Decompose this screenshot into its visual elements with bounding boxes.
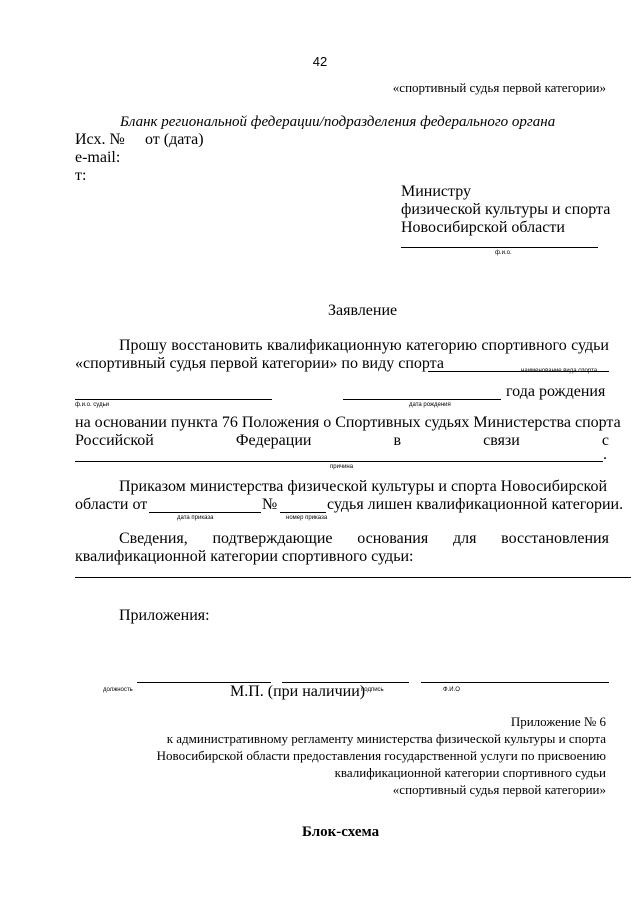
appendix-line-5: «спортивный судья первой категории»	[392, 782, 606, 797]
reason-end-dot: .	[603, 446, 607, 463]
addressee-fio-hint: ф.и.о.	[495, 250, 512, 256]
para1-word: категорию	[406, 337, 478, 354]
stamp-text: М.П. (при наличии)	[230, 683, 366, 700]
judge-fio-line	[75, 399, 272, 400]
outgoing-ref-label: Исх. №	[75, 131, 125, 148]
para1-line-2: «спортивный судья первой категории» по виду спорта	[75, 355, 444, 372]
appendix-line-1: Приложение № 6	[510, 714, 606, 729]
grounds-line	[75, 577, 631, 578]
para1-word: спортивного	[481, 337, 567, 354]
para4-line-2: квалификационной категории спортивного судьи:	[75, 548, 414, 565]
para4-word: для	[452, 530, 477, 547]
para4-word: Сведения,	[119, 530, 188, 547]
para1-word: квалификационную	[266, 337, 402, 354]
para2-word: в	[393, 432, 402, 449]
birth-date-hint: дата рождения	[409, 402, 451, 408]
para2-word: Российской	[75, 432, 154, 449]
reason-hint: причина	[330, 464, 354, 470]
position-hint: должность	[103, 687, 133, 693]
fio-hint: Ф.И.О	[443, 687, 460, 693]
order-number-line	[280, 512, 326, 513]
page-number: 42	[312, 54, 328, 69]
block-scheme-title: Блок-схема	[302, 824, 380, 840]
para1-word: восстановить	[171, 337, 263, 354]
para4-line-1	[119, 530, 609, 548]
phone-label: т:	[75, 167, 87, 184]
appendix-line-2: к административному регламенту министерства физической культуры и спорта	[166, 731, 606, 746]
para4-word: основания	[357, 530, 429, 547]
para2-line-2	[75, 432, 609, 450]
para1-word: судьи	[571, 337, 609, 354]
para4-word: подтверждающие	[212, 530, 333, 547]
para2-word: Федерации	[235, 432, 312, 449]
fio-line	[421, 682, 609, 683]
para4-word: восстановления	[501, 530, 609, 547]
appendix-line-4: квалификационной категории спортивного судьи	[334, 765, 606, 780]
addressee-line-3: Новосибирской области	[401, 219, 565, 236]
para3-line-2-start: области от	[75, 496, 148, 513]
para2-line-1: на основании пункта 76 Положения о Спортивных судьях Министерства спорта	[75, 414, 621, 431]
outgoing-date-label: от (дата)	[145, 131, 204, 148]
order-date-line	[149, 512, 261, 513]
order-date-hint: дата приказа	[177, 515, 214, 521]
reason-line	[75, 461, 603, 462]
appendix-line-3: Новосибирской области предоставления государственной услуги по присвоению	[156, 748, 606, 763]
addressee-line-2: физической культуры и спорта	[401, 201, 611, 218]
birth-date-line	[343, 399, 501, 400]
judge-fio-hint: ф.и.о. судьи	[75, 402, 110, 408]
sport-name-hint: наименование вида спорта	[521, 368, 598, 374]
para1-word: Прошу	[119, 337, 167, 354]
number-sign: №	[262, 496, 278, 513]
para3-line-1: Приказом министерства физической культуры и спорта Новосибирской	[119, 478, 608, 495]
para2-word: с	[601, 432, 609, 449]
order-number-hint: номер приказа	[286, 515, 328, 521]
blank-header: Бланк региональной федерации/подразделения федерального органа	[120, 114, 556, 130]
addressee-line-1: Министру	[401, 183, 471, 200]
para3-line-2-end: судья лишен квалификационной категории.	[327, 496, 624, 513]
para2-word: связи	[483, 432, 520, 449]
email-label: e-mail:	[75, 149, 121, 166]
birth-year-text: года рождения	[506, 383, 606, 400]
signature-hint: подпись	[361, 687, 384, 693]
para1-line-1	[119, 337, 609, 355]
document-title: Заявление	[328, 302, 398, 319]
addressee-fio-line	[401, 247, 598, 248]
attachments-label: Приложения:	[119, 607, 210, 624]
top-caption: «спортивный судья первой категории»	[392, 80, 606, 95]
